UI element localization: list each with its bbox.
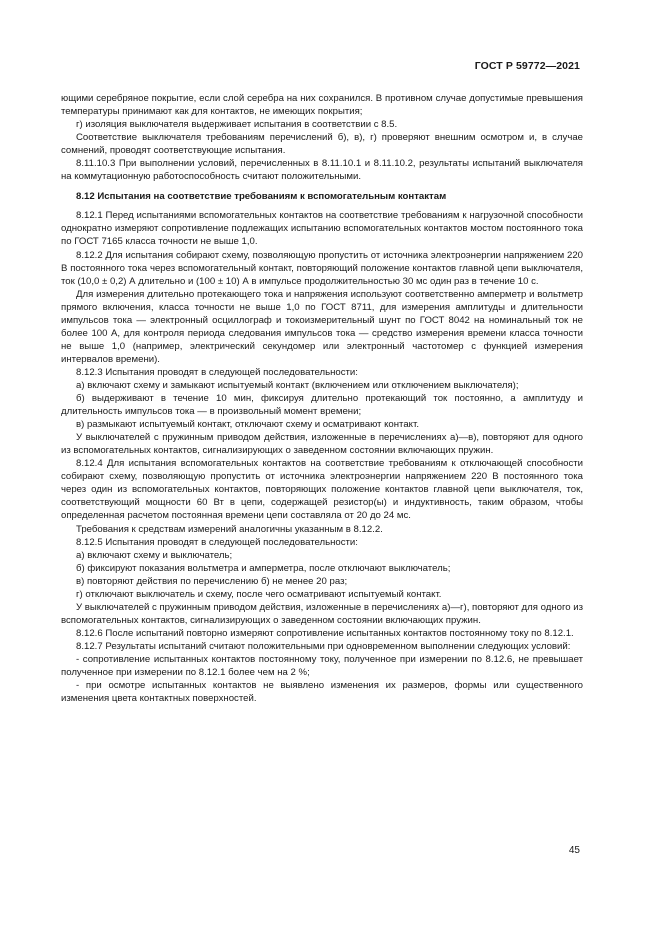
paragraph-8-12-7: 8.12.7 Результаты испытаний считают положительными при одновременном выполнении следующих условий: xyxy=(76,640,571,652)
list-item-v: в) размыкают испытуемый контакт, отключают схему и осматривают контакт. xyxy=(76,419,419,431)
paragraph-8-11-10-3: 8.11.10.3 При выполнении условий, перечисленных в 8.11.10.1 и 8.11.10.2, результаты испытаний выключателя на коммутационную работоспособность считают положительными. xyxy=(61,158,583,183)
paragraph-measurement: Для измерения длительно протекающего тока и напряжения используют соответственно амперметр и вольтметр прямого включения, класса точности не выше 1,0 по ГОСТ 8711, для измерения амплитуды и длительности импульсов тока — электронный осциллограф и токоизмерительный шунт по ГОСТ 8042 на номинальный ток не более 100 А, для контроля периода следования импульсов тока — средство измерения времени класса точности не выше 1,0 (например, электрический секундомер или электронный частотомер с функцией измерения интервалов времени). xyxy=(61,288,583,365)
list-item-g: г) изоляция выключателя выдерживает испытания в соответствии с 8.5. xyxy=(76,119,398,131)
paragraph-spring-drive: У выключателей с пружинным приводом действия, изложенные в перечислениях а)—в), повторяют для одного из вспомогательных контактов, сигнализирующих о заведенном состоянии включающих пружин. xyxy=(61,432,583,457)
list-item-dash: - при осмотре испытанных контактов не выявлено изменения их размеров, формы или существенного изменения цвета контактных поверхностей. xyxy=(61,680,583,705)
list-item-b: б) фиксируют показания вольтметра и амперметра, после отключают выключатель; xyxy=(76,562,451,574)
list-item-dash: - сопротивление испытанных контактов постоянному току, полученное при измерении по 8.12.6, не превышает полученное при измерении по 8.12.1 более чем на 2 %; xyxy=(61,653,583,679)
paragraph-8-12-2: 8.12.2 Для испытания собирают схему, позволяющую пропустить от источника электроэнергии напряжением 220 В постоянного тока через вспомогательный контакт, повторяющий положение контактов главной цепи выключателя, ток (10,0 ± 0,2) А длительно и (100 ± 10) А в импульсе продолжительностью 30 мс один раз в течение 10 с. xyxy=(61,249,583,287)
paragraph-8-12-3: 8.12.3 Испытания проводят в следующей последовательности: xyxy=(76,366,358,378)
section-heading-8-12: 8.12 Испытания на соответствие требованиям к вспомогательным контактам xyxy=(76,191,447,203)
paragraph-8-12-5: 8.12.5 Испытания проводят в следующей последовательности: xyxy=(76,536,358,548)
paragraph-8-12-1: 8.12.1 Перед испытаниями вспомогательных контактов на соответствие требованиям к нагрузочной способности однократно измеряют сопротивление подлежащих испытанию вспомогательных контактов мостом постоянного тока по ГОСТ 7165 класса точности не выше 1,0. xyxy=(61,210,583,248)
list-item-a: а) включают схему и выключатель; xyxy=(76,549,233,561)
document-body xyxy=(61,92,583,705)
paragraph-requirements: Требования к средствам измерений аналогичны указанным в 8.12.2. xyxy=(76,523,383,535)
paragraph-spring-drive: У выключателей с пружинным приводом действия, изложенные в перечислениях а)—г), повторяют для одного из вспомогательных контактов, сигнализирующих о заведенном состоянии включающих пружин. xyxy=(61,601,583,626)
list-item-g: г) отключают выключатель и схему, после чего осматривают испытуемый контакт. xyxy=(76,588,442,600)
page-number: 45 xyxy=(568,845,580,856)
paragraph: Соответствие выключателя требованиям перечислений б), в), г) проверяют внешним осмотром и, в случае сомнений, проводят соответствующие испытания. xyxy=(61,132,583,157)
paragraph-8-12-6: 8.12.6 После испытаний повторно измеряют сопротивление испытанных контактов постоянному току по 8.12.1. xyxy=(76,627,574,639)
paragraph-continuation: ющими серебряное покрытие, если слой серебра на них сохранился. В противном случае допустимые превышения температуры принимают как для контактов, не имеющих покрытия; xyxy=(61,93,583,118)
list-item-a: а) включают схему и замыкают испытуемый контакт (включением или отключением выключателя); xyxy=(76,379,519,391)
document-standard-id: ГОСТ Р 59772—2021 xyxy=(474,60,580,72)
list-item-v: в) повторяют действия по перечислению б) не менее 20 раз; xyxy=(76,575,348,587)
paragraph-8-12-4: 8.12.4 Для испытания вспомогательных контактов на соответствие требованиям к отключающей способности собирают схему, позволяющую пропустить от источника электроэнергии напряжением 220 В постоянного тока через один из вспомогательных контактов, повторяющих положение контактов главной цепи выключателя, ток, соответствующий мощности 60 Вт в цепи, содержащей резистор(ы) и индуктивность, таким образом, чтобы определенная расчетом постоянная времени цепи составляла от 20 до 24 мс. xyxy=(61,458,583,522)
list-item-b: б) выдерживают в течение 10 мин, фиксируя длительно протекающий ток постоянно, а амплитуду и длительность импульсов тока — в произвольный момент времени; xyxy=(61,393,583,418)
